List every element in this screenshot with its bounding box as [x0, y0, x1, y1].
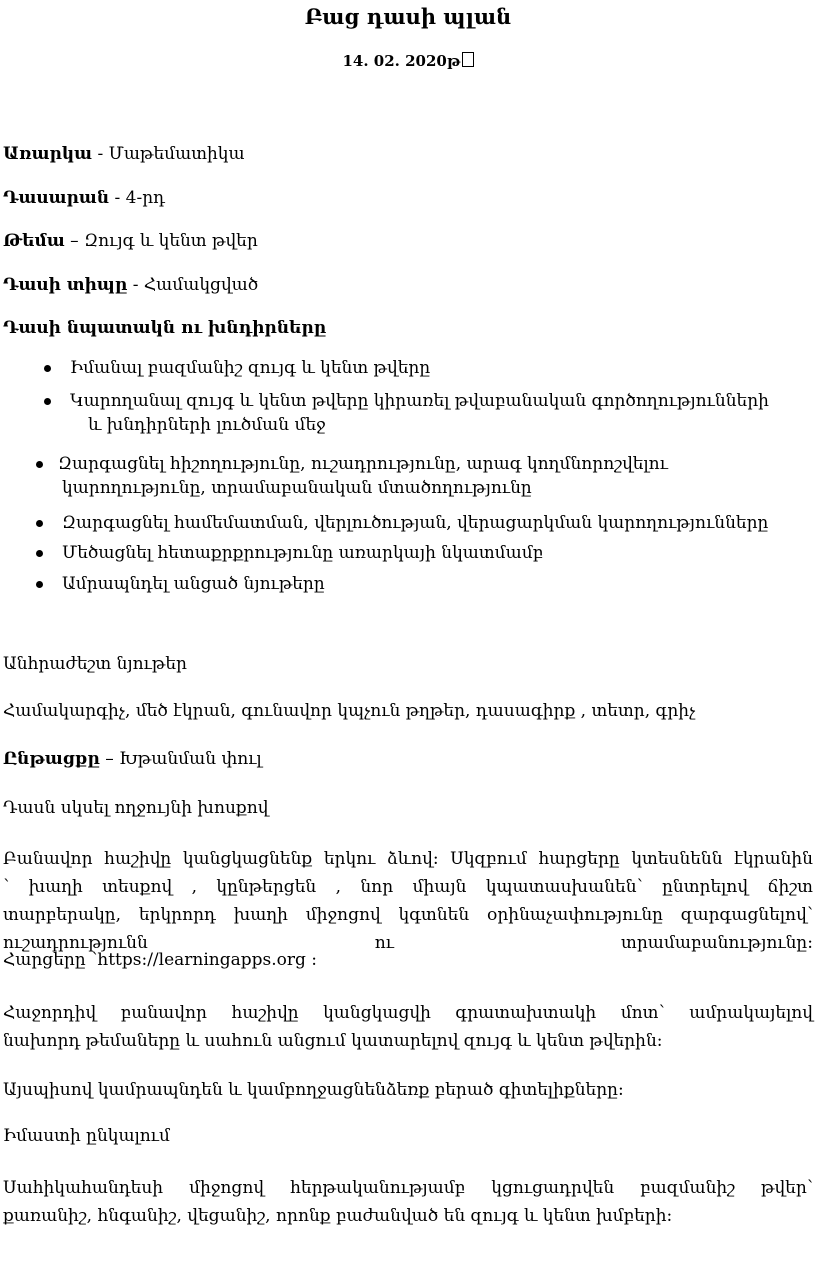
- oral-count-line-1: Բանավոր հաշիվը կանցկացնենք երկու ձևով։ Սկզբում հարցերը կտեսնենն էկրանին: [3, 849, 813, 869]
- grade-value: 4-րդ: [125, 188, 165, 208]
- lesson-type-value: Համակցված: [143, 275, 259, 295]
- document-date: [0, 50, 816, 72]
- bullet-icon: [36, 461, 43, 468]
- process-label: Ընթացքը: [3, 749, 100, 769]
- bullet-icon: [36, 520, 43, 527]
- materials-heading: Անհրաժեշտ նյութեր: [3, 654, 187, 674]
- board-count-line-1: Հաջորդիվ բանավոր հաշիվը կանցկացվի գրատախտակի մոտ՝ ամրակայելով: [3, 1003, 813, 1023]
- list-item-text: Զարգացնել հիշողությունը, ուշադրությունը, արագ կողմնորոշվելու: [58, 454, 668, 474]
- process-line: [3, 747, 262, 771]
- bullet-icon: [36, 581, 43, 588]
- grade-label: Դասարան: [3, 188, 110, 208]
- list-item-text: Իմանալ բազմանիշ զույգ և կենտ թվերը: [70, 358, 431, 378]
- list-item-text-continued: և խնդիրների լուծման մեջ: [88, 415, 326, 435]
- topic-value: Զույգ և կենտ թվեր: [84, 231, 258, 251]
- materials-list: Համակարգիչ, մեծ էկրան, գունավոր կպչուն թղթեր, դասագիրք , տետր, գրիչ: [3, 701, 696, 721]
- topic-label: Թեմա: [3, 231, 65, 251]
- oral-count-line-4: ուշադրությունն ու տրամաբանությունը։: [3, 933, 813, 953]
- list-item-text: Ամրապնդել անցած նյութերը: [62, 574, 325, 594]
- subject-line: [3, 142, 245, 166]
- list-item-text: Զարգացնել համեմատման, վերլուծության, վերացարկման կարողությունները: [62, 513, 769, 533]
- grade-line: [3, 186, 165, 210]
- process-separator: –: [99, 749, 120, 769]
- bullet-icon: [44, 365, 51, 372]
- list-item-text: Մեծացնել հետաքրքրությունը առարկայի նկատմամբ: [62, 543, 544, 563]
- document-title: Բաց դասի պլան: [304, 4, 512, 29]
- oral-count-line-3: տարբերակը, երկրորդ խաղի միջոցով կգտնեն օրինաչափությունը զարգացնելով՝: [3, 905, 813, 925]
- subject-separator: -: [92, 144, 109, 164]
- date-text: 14. 02. 2020թ: [342, 52, 461, 70]
- goals-heading: Դասի նպատակն ու խնդիրները: [3, 318, 327, 338]
- subject-label: Առարկա: [3, 144, 93, 164]
- bullet-icon: [36, 550, 43, 557]
- questions-link-line: Հարցերը ՝https://learningapps.org :: [3, 950, 318, 970]
- board-count-line-2: նախորդ թեմաները և սահուն անցում կատարելով զույգ և կենտ թվերին։: [3, 1031, 663, 1051]
- topic-line: [3, 229, 258, 253]
- missing-glyph-icon: [462, 52, 474, 67]
- summary-paragraph: Այսպիսով կամրապնդեն և կամբողջացնենձեռք բերած գիտելիքները։: [3, 1080, 624, 1100]
- list-item-text-continued: կարողությունը, տրամաբանական մտածողությունը: [62, 478, 532, 498]
- lesson-type-separator: -: [127, 275, 144, 295]
- greeting-paragraph: Դասն սկսել ողջույնի խոսքով: [3, 798, 269, 818]
- topic-separator: –: [64, 231, 85, 251]
- slideshow-line-2: քառանիշ, հնգանիշ, վեցանիշ, որոնք բաժանված են զույգ և կենտ խմբերի։: [3, 1206, 673, 1226]
- bullet-icon: [44, 398, 51, 405]
- lesson-type-line: [3, 273, 258, 297]
- list-item-text: Կարողանալ զույգ և կենտ թվերը կիրառել թվաբանական գործողությունների: [70, 391, 769, 411]
- comprehension-heading: Իմաստի ընկալում: [3, 1126, 170, 1146]
- process-value: Խթանման փուլ: [119, 749, 262, 769]
- subject-value: Մաթեմատիկա: [108, 144, 245, 164]
- slideshow-line-1: Սահիկահանդեսի միջոցով հերթականությամբ կցուցադրվեն բազմանիշ թվեր՝: [3, 1178, 813, 1198]
- grade-separator: -: [109, 188, 126, 208]
- lesson-type-label: Դասի տիպը: [3, 275, 128, 295]
- oral-count-line-2: ՝ խաղի տեսքով , կընթերցեն , նոր միայն կպատասխանեն՝ ընտրելով ճիշտ: [3, 877, 813, 897]
